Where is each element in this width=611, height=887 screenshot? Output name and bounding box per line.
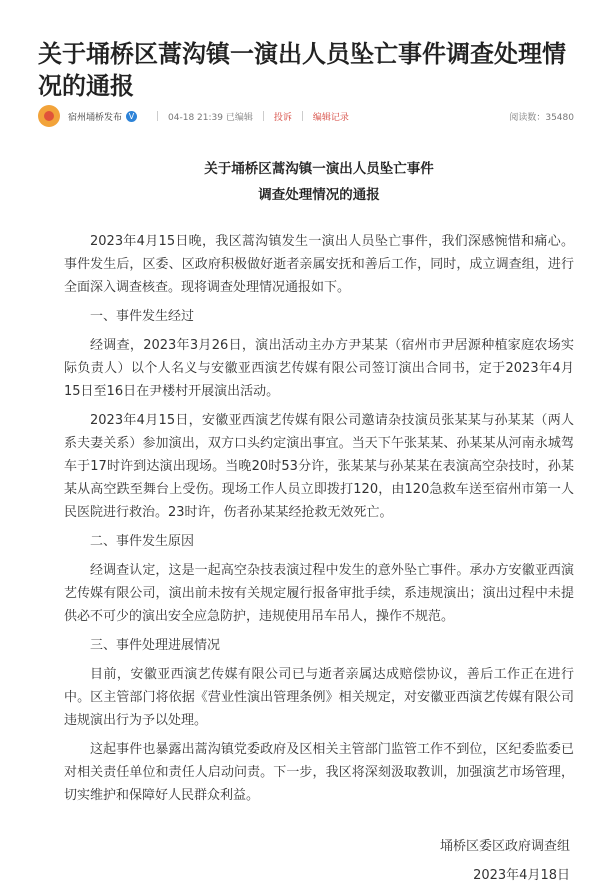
notice-subtitle-line2: 调查处理情况的通报 <box>258 187 380 203</box>
notice-subtitle <box>64 156 574 208</box>
section-heading-3: 三、事件处理进展情况 <box>90 638 221 653</box>
signature: 埇桥区委区政府调查组 <box>439 839 570 854</box>
signature-date: 2023年4月18日 <box>473 868 570 883</box>
meta-divider <box>157 111 158 121</box>
body-paragraph: 2023年4月15日，安徽亚西演艺传媒有限公司邀请杂技演员张某某与孙某某（两人系夫妻关系）参加演出，双方口头约定演出事宜。当天下午张某某、孙某某从河南永城驾车于17时许到达演出现场。当晚20时53分许，张某某与孙某某在表演高空杂技时，孙某某从高空跌至舞台上受伤。现场工作人员立即拨打120，由120急救车送至宿州市第一人民医院进行救治。23时许，伤者孙某某经抢救无效死亡。 <box>64 413 574 520</box>
edit-log-link[interactable]: 编辑记录 <box>312 112 349 123</box>
body-paragraph: 目前，安徽亚西演艺传媒有限公司已与逝者亲属达成赔偿协议，善后工作正在进行中。区主管部门将依据《营业性演出管理条例》相关规定，对安徽亚西演艺传媒有限公司违规演出行为予以处理。 <box>64 667 574 728</box>
meta-divider <box>302 111 303 121</box>
article-title: 关于埇桥区蒿沟镇一演出人员坠亡事件调查处理情况的通报 <box>38 40 566 100</box>
notice-subtitle-line1: 关于埇桥区蒿沟镇一演出人员坠亡事件 <box>204 161 434 177</box>
article-meta <box>38 104 574 128</box>
view-count: 阅读数：35480 <box>509 112 574 123</box>
verified-v-icon: V <box>126 111 137 122</box>
body-paragraph: 这起事件也暴露出蒿沟镇党委政府及区相关主管部门监管工作不到位，区纪委监委已对相关责任单位和责任人启动问责。下一步，我区将深刻汲取教训，加强演艺市场管理，切实维护和保障好人民群众利益。 <box>64 742 574 803</box>
publish-timestamp: 04-18 21:39 已编辑 <box>168 112 253 123</box>
complaint-link[interactable]: 投诉 <box>273 112 292 123</box>
section-heading-1: 一、事件发生经过 <box>90 309 195 324</box>
meta-divider <box>263 111 264 121</box>
article-body <box>64 156 574 887</box>
body-paragraph: 经调查，2023年3月26日，演出活动主办方尹某某（宿州市尹居源种植家庭农场实际负责人）以个人名义与安徽亚西演艺传媒有限公司签订演出合同书，定于2023年4月15日至16日在尹楼村开展演出活动。 <box>64 338 574 399</box>
account-logo-icon[interactable] <box>38 105 60 127</box>
section-heading-2: 二、事件发生原因 <box>90 534 195 549</box>
intro-paragraph: 2023年4月15日晚，我区蒿沟镇发生一演出人员坠亡事件，我们深感惋惜和痛心。事件发生后，区委、区政府积极做好逝者亲属安抚和善后工作，同时，成立调查组，进行全面深入调查核查。现将调查处理情况通报如下。 <box>64 234 574 295</box>
body-paragraph: 经调查认定，这是一起高空杂技表演过程中发生的意外坠亡事件。承办方安徽亚西演艺传媒有限公司，演出前未按有关规定履行报备审批手续，系违规演出；演出过程中未提供必不可少的演出安全应急防护，违规使用吊车吊人，操作不规范。 <box>64 563 574 624</box>
source-account-link[interactable]: 宿州埇桥发布 <box>68 112 123 123</box>
